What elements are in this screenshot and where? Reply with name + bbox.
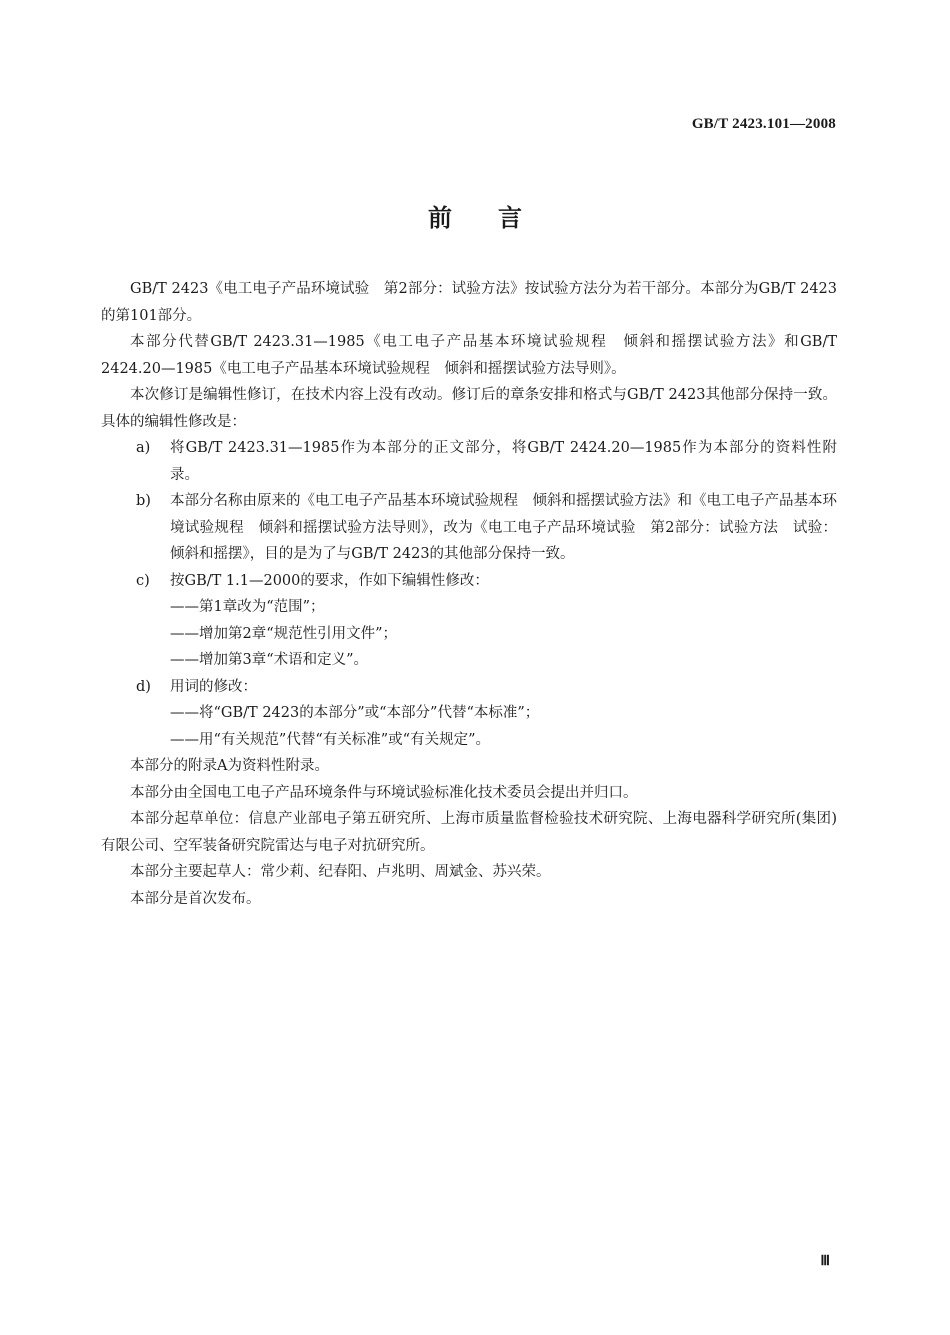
paragraph-replacement: 本部分代替GB/T 2423.31—1985《电工电子产品基本环境试验规程 倾斜和摇摆试验方法》和GB/T 2424.20—1985《电工电子产品基本环境试验规程 倾斜和摇摆试验方法导则》。 — [101, 334, 837, 377]
paragraph-annex: 本部分的附录A为资料性附录。 — [130, 758, 329, 774]
dash-item: ——增加第2章“规范性引用文件”； — [170, 625, 398, 642]
list-item-text: 本部分名称由原来的《电工电子产品基本环境试验规程 倾斜和摇摆试验方法》和《电工电子产品基本环境试验规程 倾斜和摇摆试验方法导则》，改为《电工电子产品环境试验 第2部分：试验方法 试验：倾斜和摇摆》，目的是为了与GB/T 2423的其他部分保持一致。 — [170, 493, 837, 562]
list-item-a — [101, 435, 837, 488]
list-item-b — [101, 488, 837, 568]
page-number: Ⅲ — [820, 1254, 830, 1269]
document-code: GB/T 2423.101—2008 — [691, 116, 836, 132]
list-marker: c) — [136, 572, 150, 589]
dash-item: ——第1章改为“范围”； — [170, 599, 325, 615]
list-marker: d) — [136, 678, 151, 695]
paragraph-drafters: 本部分主要起草人：常少莉、纪春阳、卢兆明、周斌金、苏兴荣。 — [130, 864, 551, 880]
page-title: 前言 — [428, 204, 568, 232]
paragraph-revision: 本次修订是编辑性修订，在技术内容上没有改动。修订后的章条安排和格式与GB/T 2423其他部分保持一致。具体的编辑性修改是： — [101, 387, 837, 430]
list-item-c — [101, 568, 837, 595]
paragraph-series-intro: GB/T 2423《电工电子产品环境试验 第2部分：试验方法》按试验方法分为若干部分。本部分为GB/T 2423的第101部分。 — [101, 281, 837, 324]
list-item-text: 按GB/T 1.1—2000的要求，作如下编辑性修改： — [170, 572, 489, 589]
list-item-d — [101, 674, 837, 701]
foreword-body — [101, 276, 837, 912]
dash-item: ——用“有关规范”代替“有关标准”或“有关规定”。 — [170, 731, 490, 748]
paragraph-drafting-units: 本部分起草单位：信息产业部电子第五研究所、上海市质量监督检验技术研究院、上海电器科学研究所(集团)有限公司、空军装备研究院雷达与电子对抗研究所。 — [101, 811, 837, 854]
list-item-text: 将GB/T 2423.31—1985作为本部分的正文部分，将GB/T 2424.20—1985作为本部分的资料性附录。 — [170, 440, 837, 483]
list-item-text: 用词的修改： — [170, 678, 257, 695]
dash-item: ——增加第3章“术语和定义”。 — [170, 652, 369, 668]
paragraph-first-release: 本部分是首次发布。 — [130, 890, 261, 907]
dash-item: ——将“GB/T 2423的本部分”或“本部分”代替“本标准”； — [170, 705, 540, 721]
list-marker: a) — [136, 440, 151, 456]
list-marker: b) — [136, 493, 151, 509]
paragraph-committee: 本部分由全国电工电子产品环境条件与环境试验标准化技术委员会提出并归口。 — [130, 784, 638, 801]
